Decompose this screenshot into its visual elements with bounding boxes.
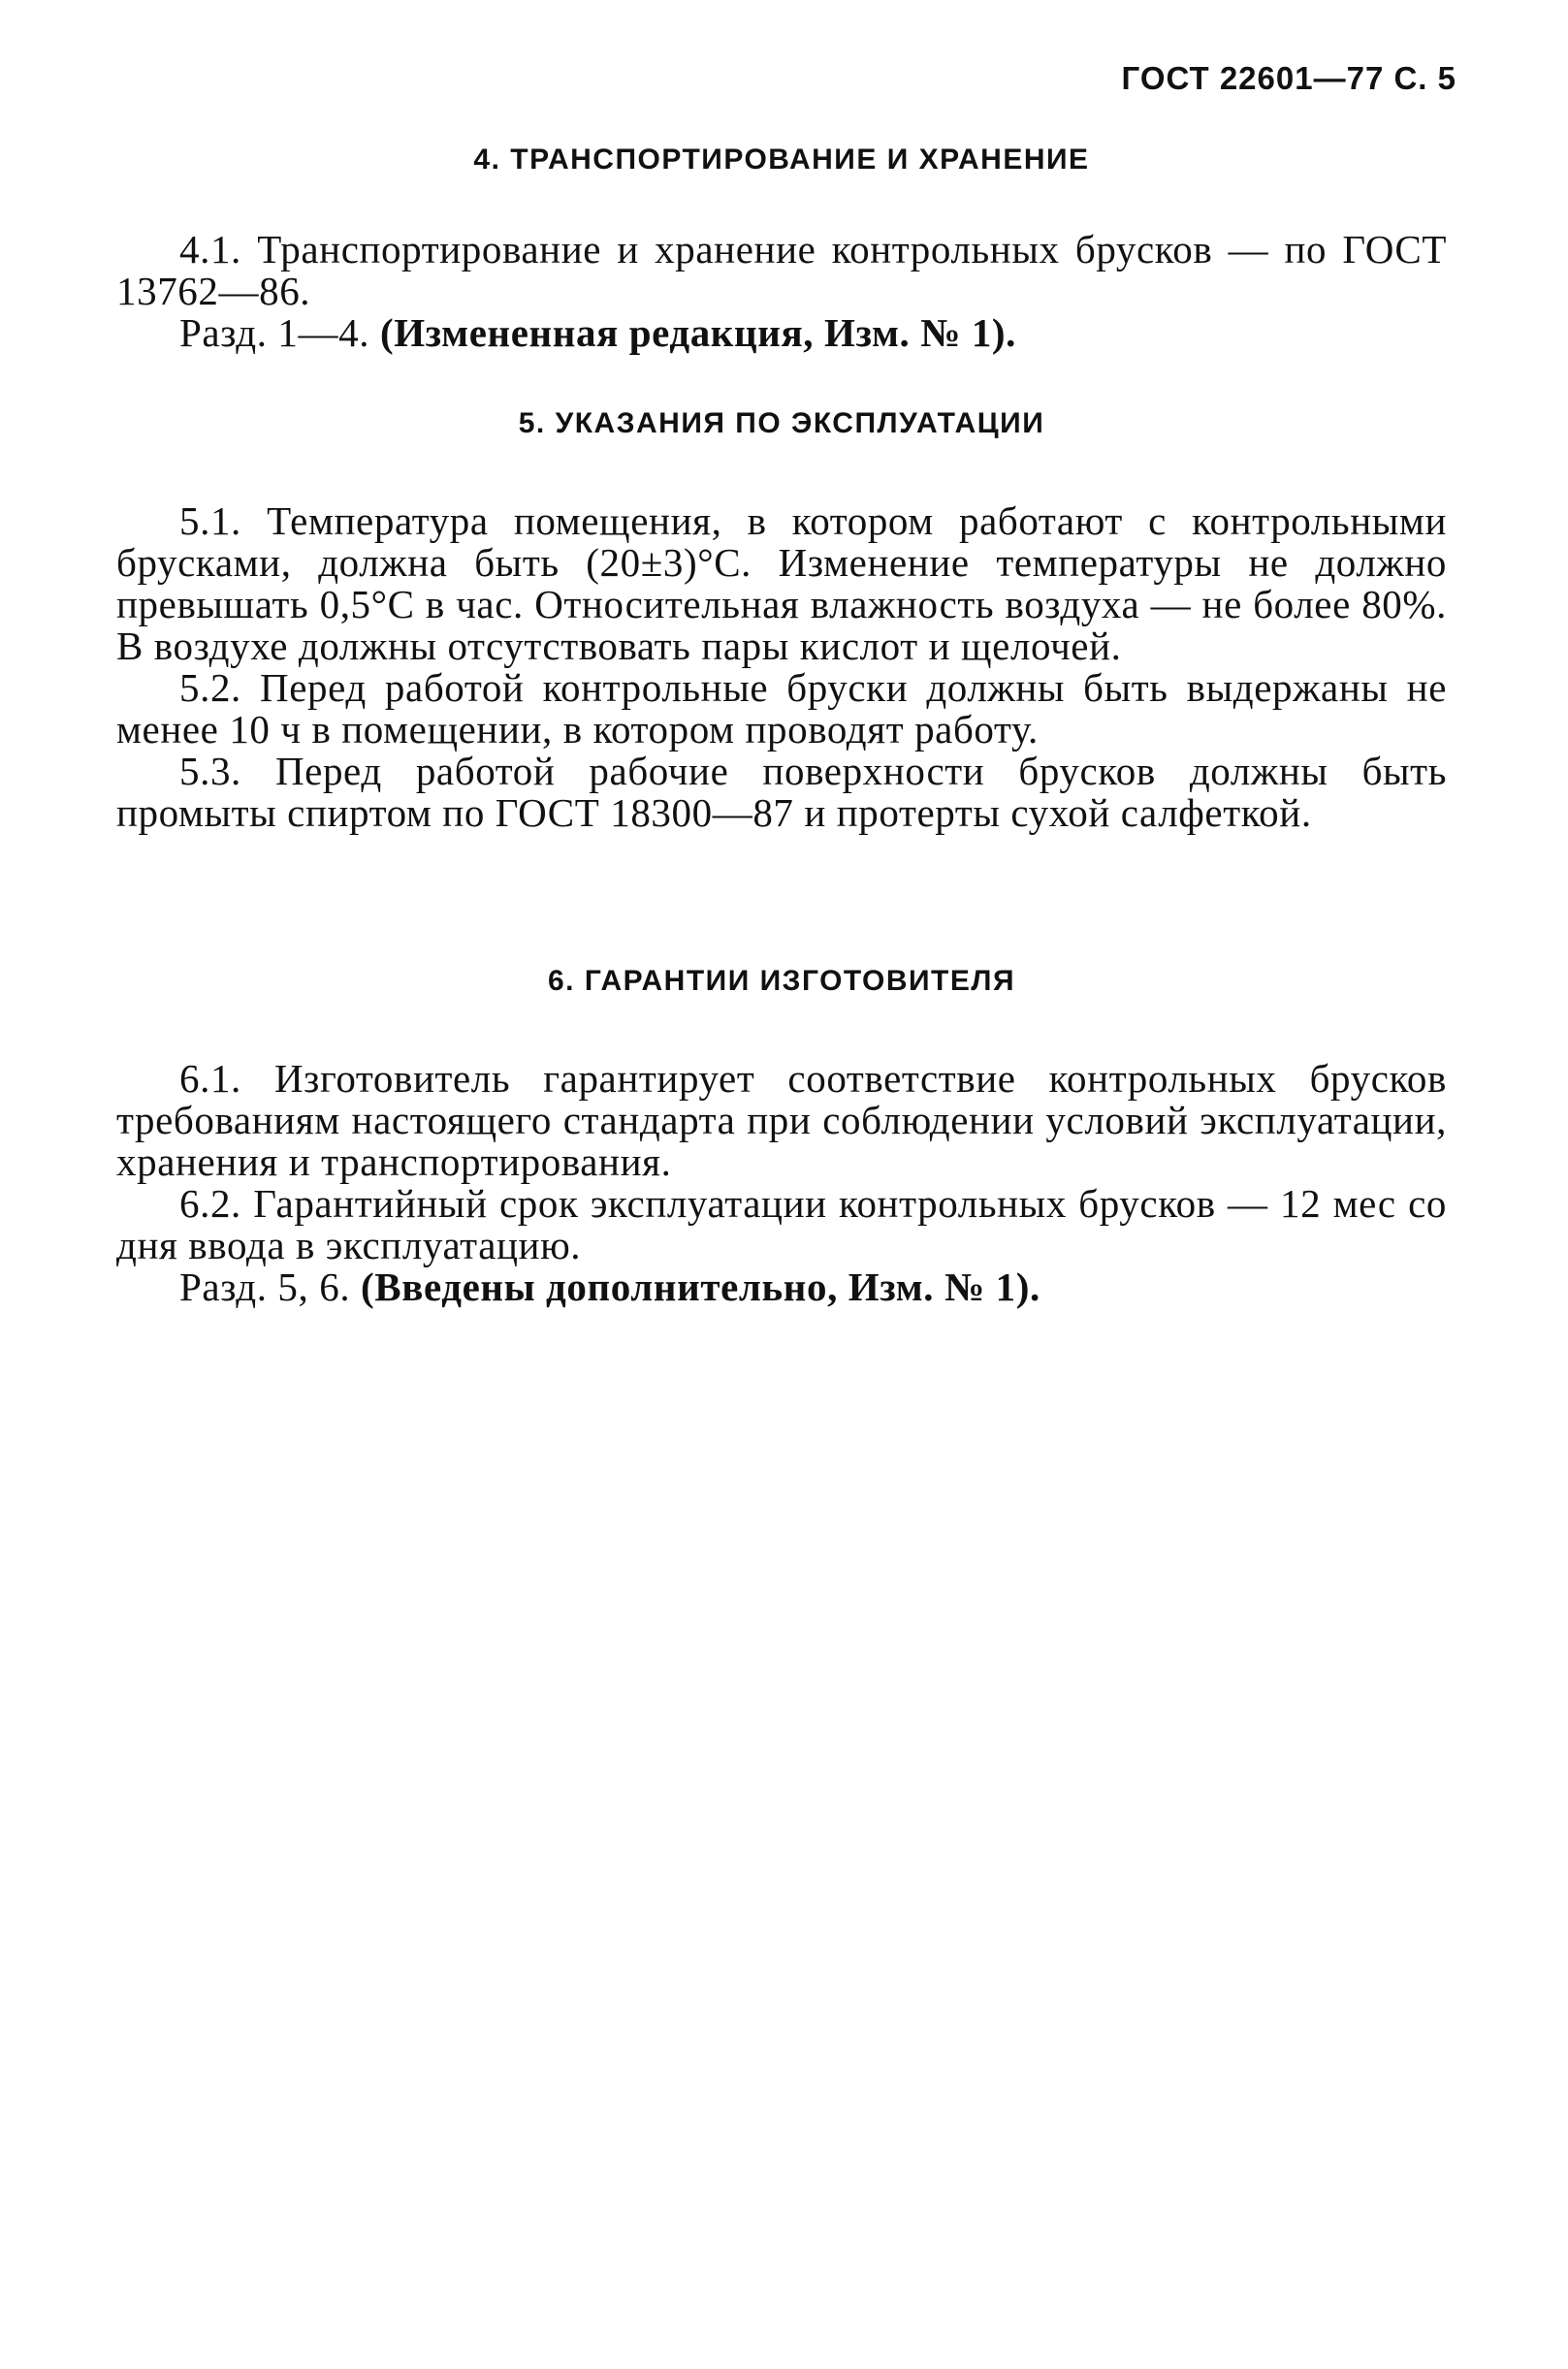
amendment-prefix: Разд. 5, 6.	[179, 1265, 351, 1309]
section-title: 6. ГАРАНТИИ ИЗГОТОВИТЕЛЯ	[547, 965, 1015, 997]
section-title: 5. УКАЗАНИЯ ПО ЭКСПЛУАТАЦИИ	[518, 407, 1045, 439]
paragraph-6-1: 6.1. Изготовитель гарантирует соответствие контрольных брусков требованиям настоящего стандарта при соблюдении условий эксплуатации, хранения и транспортирования.	[116, 1056, 1447, 1184]
amendment-prefix: Разд. 1—4.	[179, 310, 370, 355]
amendment-note	[116, 312, 1447, 354]
section-4	[116, 144, 1447, 354]
paragraph-6-2: 6.2. Гарантийный срок эксплуатации контрольных брусков — 12 мес со дня ввода в эксплуатацию.	[116, 1181, 1447, 1267]
amendment-note	[116, 1266, 1447, 1308]
page-header: ГОСТ 22601—77 С. 5	[1121, 60, 1456, 96]
section-5	[116, 407, 1447, 834]
paragraph-5-1: 5.1. Температура помещения, в котором работают с контрольными брусками, должна быть (20±3)°С. Изменение температуры не должно превышать 0,5°С в час. Относительная влажность воздуха — не более 80%. В воздухе должны отсутствовать пары кислот и щелочей.	[116, 498, 1447, 668]
paragraph-5-2: 5.2. Перед работой контрольные бруски должны быть выдержаны не менее 10 ч в помещении, в котором проводят работу.	[116, 665, 1447, 752]
amendment-text: (Измененная редакция, Изм. № 1).	[379, 310, 1017, 355]
amendment-text: (Введены дополнительно, Изм. № 1).	[361, 1265, 1040, 1309]
paragraph-4-1: 4.1. Транспортирование и хранение контрольных брусков — по ГОСТ 13762—86.	[116, 227, 1447, 313]
section-6	[116, 965, 1447, 1308]
section-title: 4. ТРАНСПОРТИРОВАНИЕ И ХРАНЕНИЕ	[473, 144, 1090, 176]
paragraph-5-3: 5.3. Перед работой рабочие поверхности брусков должны быть промыты спиртом по ГОСТ 18300—87 и протерты сухой салфеткой.	[116, 749, 1447, 835]
